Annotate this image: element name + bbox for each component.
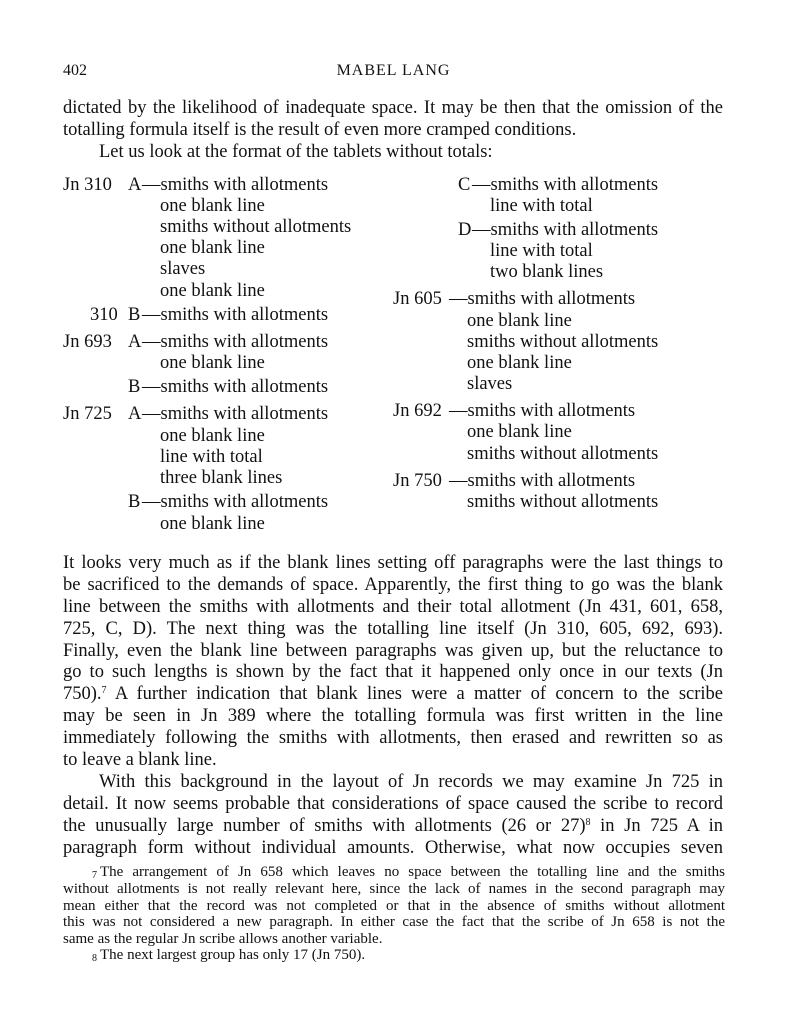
tablet-entry: one blank line [160,426,265,446]
footnote-ref: 8 [585,817,591,828]
footnote-7-line: mean either that the record was not completed or that in the absence of smiths without allotment [63,898,725,914]
tablet-entry: —smiths with allotments [449,471,636,491]
footnote-7-line: The arrangement of Jn 658 which leaves no space between the totalling line and the smiths [100,864,725,880]
tablet-entry: two blank lines [490,262,604,282]
tablet-entry: slaves [160,259,206,279]
body-line: line between the smiths with allotments and their total allotment (Jn 431, 601, 658, [63,597,723,617]
body-text: in Jn 725 A in [590,816,723,836]
tablet-label-310: 310 [90,305,118,325]
body-text: 750). [63,684,102,704]
section-marker: B [128,305,141,325]
footnote-7-line: this was not considered a new paragraph. In either case the fact that the scribe of Jn 658 is not the [63,914,725,930]
tablet-entry: —smiths with allotments [142,377,329,397]
section-marker: A [128,175,142,195]
page-number: 402 [63,62,87,79]
tablet-entry: one blank line [160,196,265,216]
tablet-entry: —smiths with allotments [449,289,636,309]
tablet-entry: —smiths with allotments [472,175,659,195]
tablet-label-jn692: Jn 692 [393,401,442,421]
tablet-entry: —smiths with allotments [449,401,636,421]
footnote-8-mark [92,955,97,972]
tablet-entry: —smiths with allotments [142,305,329,325]
footnote-8-number: 8 [92,953,97,964]
tablet-label-jn693: Jn 693 [63,332,112,352]
tablet-entry: one blank line [160,514,265,534]
section-marker: D [458,220,472,240]
body-line: to leave a blank line. [63,750,217,770]
footnote-7-line: without allotments is not really relevant here, since the lack of names in the second paragraph may [63,881,725,897]
body-text: A further indication that blank lines were a matter of concern to the scribe [106,684,723,704]
tablet-entry: one blank line [160,281,265,301]
footnote-7-line: same as the regular Jn scribe allows another variable. [63,931,383,947]
tablet-entry: line with total [490,196,593,216]
tablet-label-jn725: Jn 725 [63,404,112,424]
section-marker: B [128,492,141,512]
body-line: Finally, even the blank line between paragraphs was given up, but the reluctance to [63,641,723,661]
tablet-entry: smiths without allotments [467,492,659,512]
body-line: may be seen in Jn 389 where the totalling formula was first written in the line [63,706,723,726]
body-text: the unusually large number of smiths with allotments (26 or 27) [63,816,586,836]
tablet-entry: —smiths with allotments [472,220,659,240]
intro-line-3: Let us look at the format of the tablets without totals: [99,142,493,162]
intro-line-1: dictated by the likelihood of inadequate space. It may be then that the omission of the [63,98,723,118]
section-marker: B [128,377,141,397]
tablet-label-jn750: Jn 750 [393,471,442,491]
body-line: With this background in the layout of Jn records we may examine Jn 725 in [99,772,723,792]
tablet-entry: —smiths with allotments [142,404,329,424]
tablet-entry: smiths without allotments [160,217,352,237]
tablet-entry: one blank line [160,238,265,258]
intro-line-2: totalling formula itself is the result of even more cramped conditions. [63,120,577,140]
body-line: go to such lengths is shown by the fact that it happened only once in our texts (Jn [63,662,723,682]
section-marker: A [128,332,142,352]
footnote-7-number: 7 [92,870,97,881]
tablet-label-jn310: Jn 310 [63,175,112,195]
footnote-ref: 7 [101,685,107,696]
tablet-entry: line with total [490,241,593,261]
tablet-entry: —smiths with allotments [142,332,329,352]
tablet-entry: one blank line [160,353,265,373]
tablet-entry: one blank line [467,311,572,331]
section-marker: A [128,404,142,424]
body-line: detail. It now seems probable that considerations of space caused the scribe to record [63,794,723,814]
body-line: be sacrificed to the demands of space. Apparently, the first thing to go was the blank [63,575,723,595]
body-line-with-note [63,684,723,705]
body-line: immediately following the smiths with allotments, then erased and rewritten so as [63,728,723,748]
tablet-entry: one blank line [467,353,572,373]
body-line-with-note [63,816,723,837]
body-line: paragraph form without individual amounts. Otherwise, what now occupies seven [63,838,723,858]
tablet-entry: smiths without allotments [467,332,659,352]
body-line: 725, C, D). The next thing was the totalling line itself (Jn 310, 605, 692, 693). [63,619,723,639]
footnote-8-line: The next largest group has only 17 (Jn 750). [100,947,366,963]
tablet-entry: three blank lines [160,468,283,488]
body-line: It looks very much as if the blank lines setting off paragraphs were the last things to [63,553,723,573]
section-marker: C [458,175,471,195]
tablet-entry: slaves [467,374,513,394]
tablet-entry: —smiths with allotments [142,175,329,195]
tablet-label-jn605: Jn 605 [393,289,442,309]
tablet-entry: —smiths with allotments [142,492,329,512]
tablet-entry: smiths without allotments [467,444,659,464]
running-title: MABEL LANG [336,62,451,79]
tablet-entry: line with total [160,447,263,467]
tablet-entry: one blank line [467,422,572,442]
